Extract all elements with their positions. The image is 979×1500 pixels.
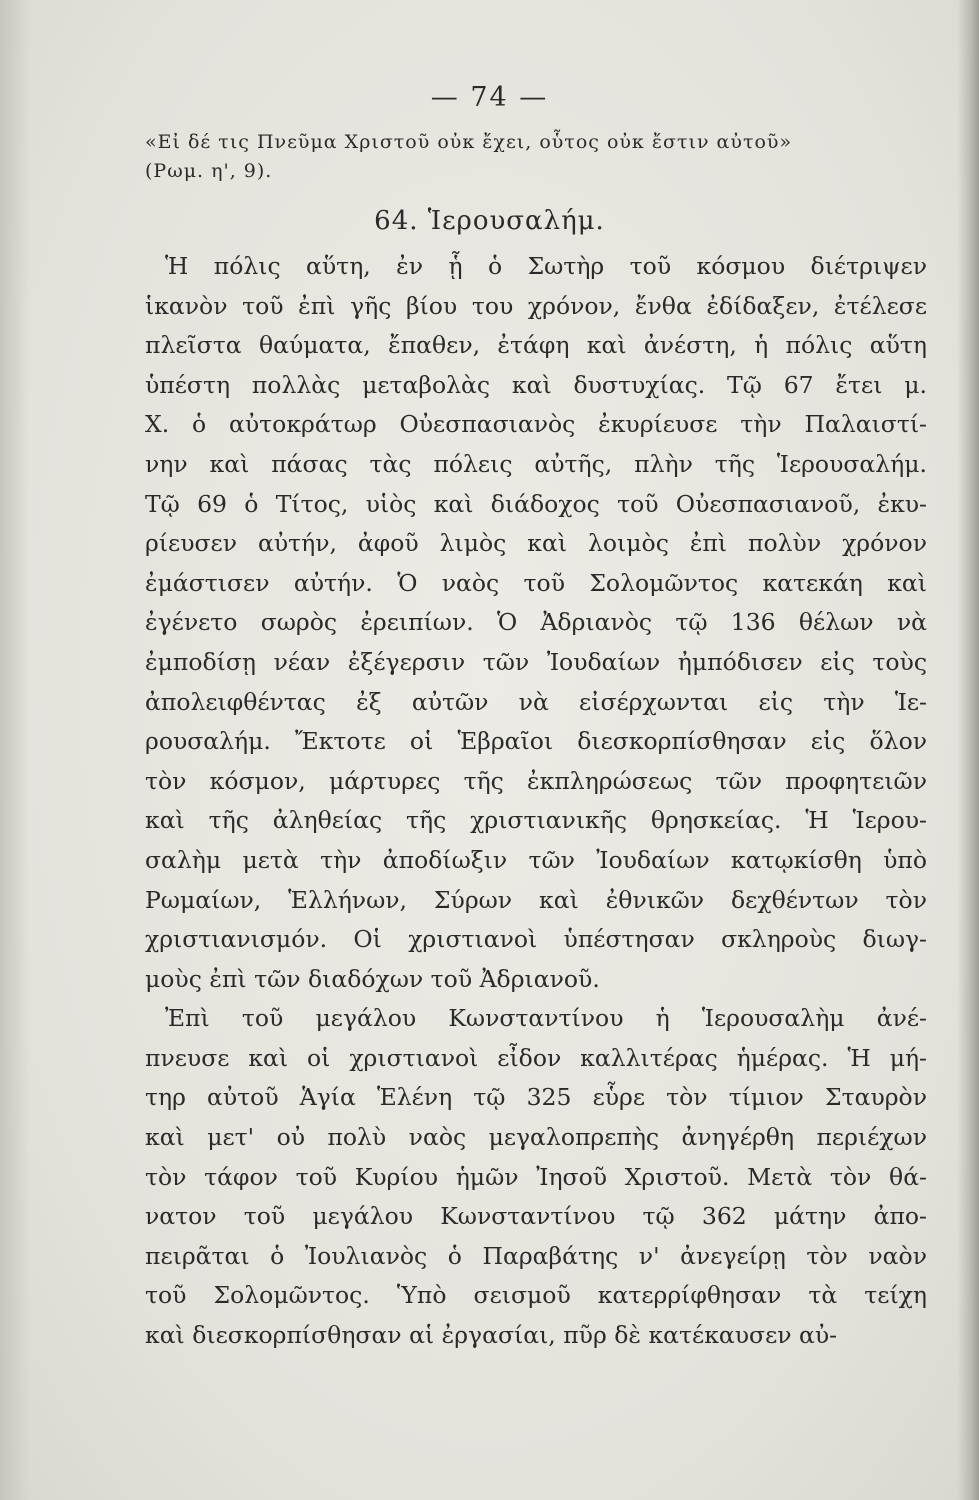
text-line: σαλὴμ μετὰ τὴν ἀποδίωξιν τῶν Ἰουδαίων κατῳκίσθη ὑπὸ	[145, 845, 927, 874]
text-line: Ρωμαίων, Ἑλλήνων, Σύρων καὶ ἐθνικῶν δεχθέντων τὸν	[145, 885, 927, 914]
text-line: ἐμποδίσῃ νέαν ἐξέγερσιν τῶν Ἰουδαίων ἠμπόδισεν εἰς τοὺς	[145, 647, 927, 676]
text-line: ἐγένετο σωρὸς ἐρειπίων. Ὁ Ἀδριανὸς τῷ 136 θέλων νὰ	[145, 608, 927, 637]
text-line: τὸν τάφον τοῦ Κυρίου ἡμῶν Ἰησοῦ Χριστοῦ. Μετὰ τὸν θά-	[145, 1162, 927, 1191]
text-line: ἀπολειφθέντας ἐξ αὐτῶν νὰ εἰσέρχωνται εἰς τὴν Ἱε-	[145, 687, 927, 716]
text-line: πλεῖστα θαύματα, ἔπαθεν, ἐτάφη καὶ ἀνέστη, ἡ πόλις αὕτη	[145, 331, 927, 360]
page-number: — 74 —	[430, 82, 549, 113]
text-line: Χ. ὁ αὐτοκράτωρ Οὐεσπασιανὸς ἐκυρίευσε τὴν Παλαιστί-	[145, 410, 927, 439]
text-line: καὶ τῆς ἀληθείας τῆς χριστιανικῆς θρησκείας. Ἡ Ἱερου-	[145, 806, 927, 835]
text-line: ἱκανὸν τοῦ ἐπὶ γῆς βίου του χρόνον, ἔνθα ἐδίδαξεν, ἐτέλεσε	[145, 291, 927, 320]
text-line: Ἡ πόλις αὕτη, ἐν ᾗ ὁ Σωτὴρ τοῦ κόσμου διέτριψεν	[165, 252, 927, 280]
text-line: νατον τοῦ μεγάλου Κωνσταντίνου τῷ 362 μάτην ἀπο-	[145, 1202, 927, 1231]
text-line: Τῷ 69 ὁ Τίτος, υἱὸς καὶ διάδοχος τοῦ Οὐεσπασιανοῦ, ἐκυ-	[145, 489, 927, 518]
text-line: ὑπέστη πολλὰς μεταβολὰς καὶ δυστυχίας. Τῷ 67 ἔτει μ.	[145, 370, 927, 399]
text-line: τηρ αὐτοῦ Ἁγία Ἑλένη τῷ 325 εὗρε τὸν τίμιον Σταυρὸν	[145, 1083, 927, 1112]
text-line: πνευσε καὶ οἱ χριστιανοὶ εἶδον καλλιτέρας ἡμέρας. Ἡ μή-	[145, 1043, 927, 1072]
text-line: καὶ διεσκορπίσθησαν αἱ ἐργασίαι, πῦρ δὲ κατέκαυσεν αὐ-	[145, 1321, 838, 1350]
text-line: ρουσαλήμ. Ἔκτοτε οἱ Ἑβραῖοι διεσκορπίσθησαν εἰς ὅλον	[145, 727, 927, 756]
text-line: Ἐπὶ τοῦ μεγάλου Κωνσταντίνου ἡ Ἱερουσαλὴμ ἀνέ-	[165, 1004, 927, 1033]
text-line: τοῦ Σολομῶντος. Ὑπὸ σεισμοῦ κατερρίφθησαν τὰ τείχη	[145, 1281, 927, 1310]
text-line: τὸν κόσμον, μάρτυρες τῆς ἐκπληρώσεως τῶν προφητειῶν	[145, 766, 927, 795]
text-line: νην καὶ πάσας τὰς πόλεις αὐτῆς, πλὴν τῆς Ἱερουσαλήμ.	[145, 449, 927, 478]
text-line: πειρᾶται ὁ Ἰουλιανὸς ὁ Παραβάτης ν' ἀνεγείρῃ τὸν ναὸν	[145, 1241, 927, 1270]
text-line: χριστιανισμόν. Οἱ χριστιανοὶ ὑπέστησαν σκληροὺς διωγ-	[145, 925, 927, 954]
body-text	[145, 247, 927, 1356]
text-line: ρίευσεν αὐτήν, ἀφοῦ λιμὸς καὶ λοιμὸς ἐπὶ πολὺν χρόνον	[145, 529, 927, 558]
text-line: καὶ μετ' οὐ πολὺ ναὸς μεγαλοπρεπὴς ἀνηγέρθη περιέχων	[145, 1123, 927, 1152]
epigraph-line-2: (Ρωμ. η', 9).	[145, 160, 273, 182]
epigraph	[145, 128, 925, 186]
section-title: 64. Ἱερουσαλήμ.	[374, 206, 605, 236]
paragraph	[145, 247, 927, 999]
text-line: ἐμάστισεν αὐτήν. Ὁ ναὸς τοῦ Σολομῶντος κατεκάη καὶ	[145, 568, 927, 597]
paragraph	[145, 999, 927, 1355]
text-line: μοὺς ἐπὶ τῶν διαδόχων τοῦ Ἀδριανοῦ.	[145, 964, 600, 993]
epigraph-line-1: «Εἰ δέ τις Πνεῦμα Χριστοῦ οὐκ ἔχει, οὗτος οὐκ ἔστιν αὐτοῦ»	[145, 131, 793, 153]
